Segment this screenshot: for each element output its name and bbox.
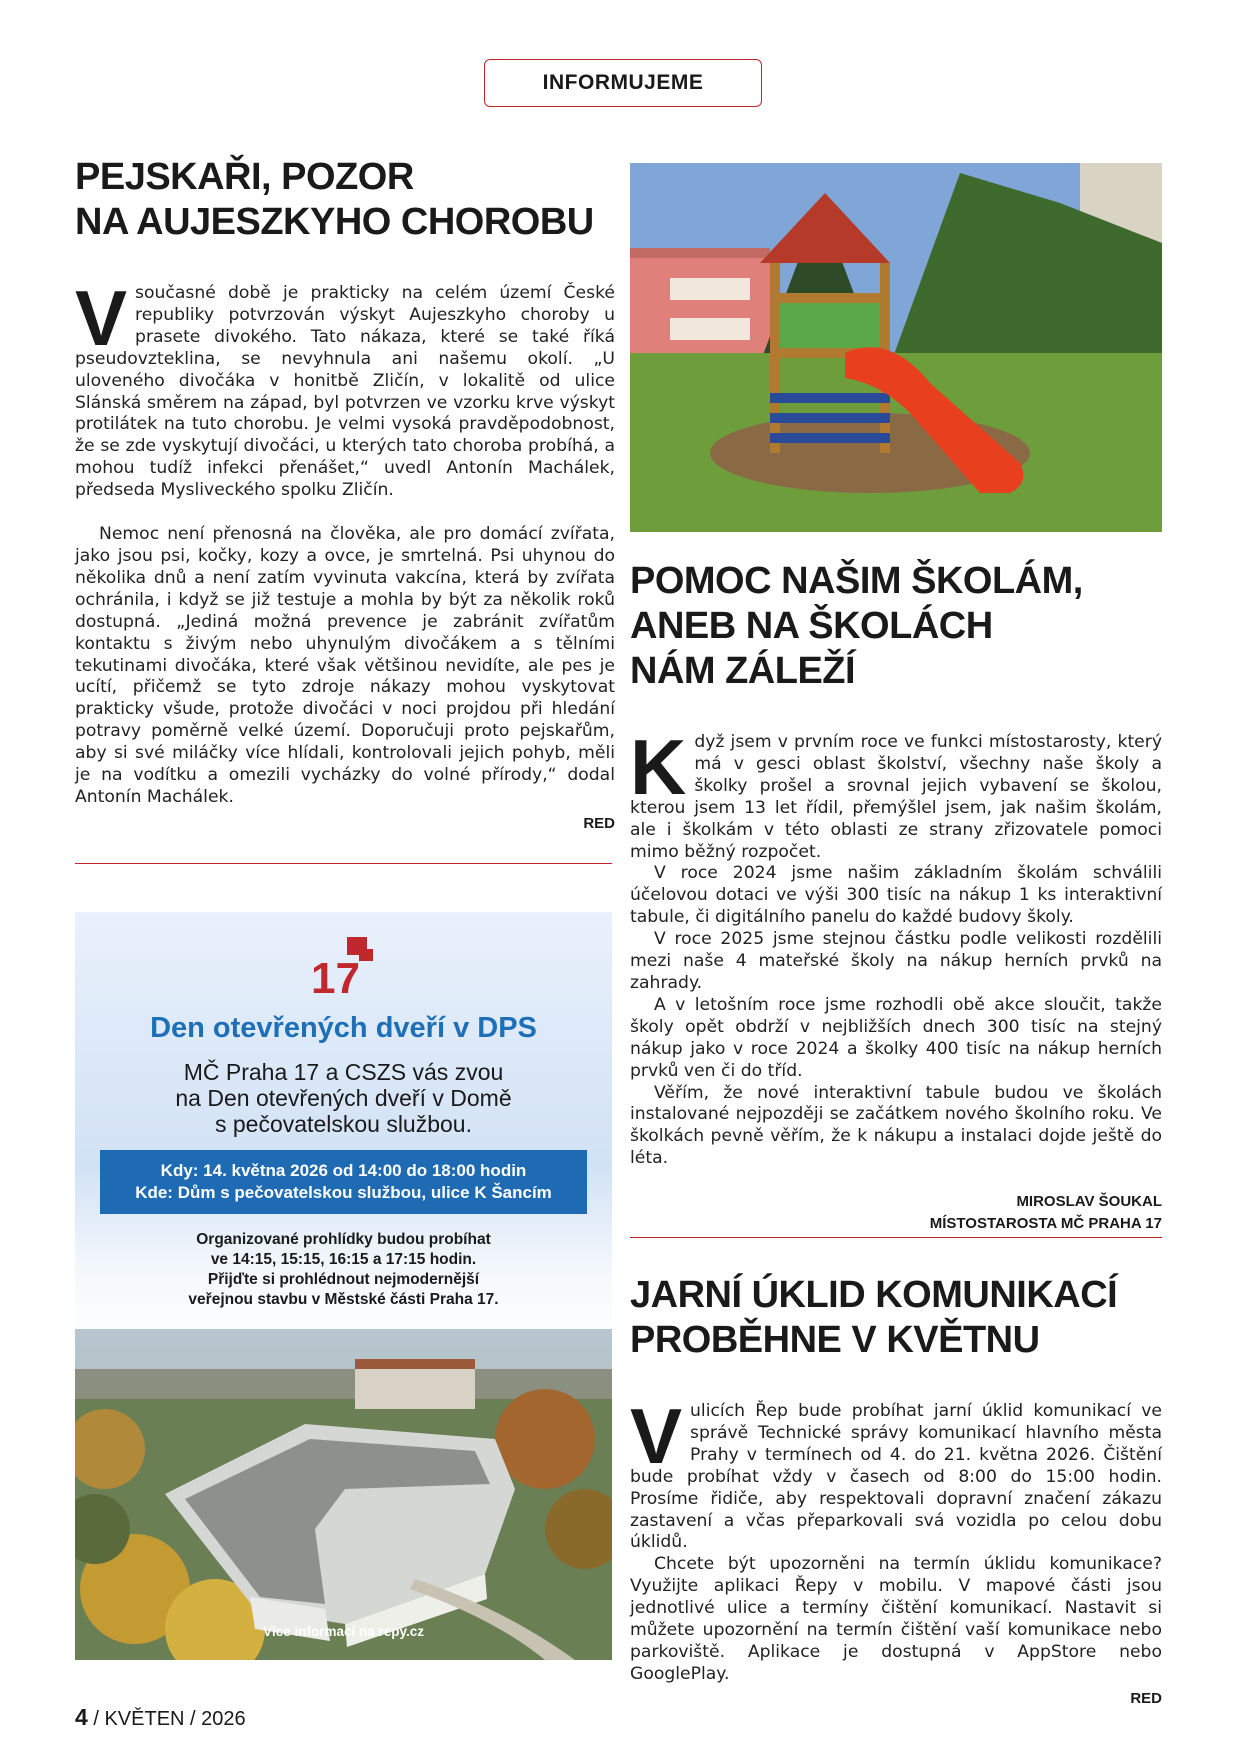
- article-pejskari: [75, 155, 615, 835]
- ad-date-box: Kdy: 14. května 2026 od 14:00 do 18:00 hodin Kde: Dům s pečovatelskou službou, ulice K Šancím: [100, 1150, 587, 1214]
- praha17-logo-icon: [311, 937, 381, 995]
- article-title: POMOC NAŠIM ŠKOLÁM, ANEB NA ŠKOLÁCH NÁM ZÁLEŽÍ: [630, 560, 1083, 692]
- article-body: Když jsem v prvním roce ve funkci místostarosty, který má v gesci oblast školství, všechny naše školy a školky prošel a srovnal jejich vybavení se školou, kterou jsem 13 let řídil, přemýšlel jsem, jak našim školám, ale i školkám v této oblasti ze strany zřizovatele pomoci mimo běžný rozpočet. V roce 2024 jsme našim základním školám schválili účelovou dotaci ve výši 300 tisíc na nákup 1 ks interaktivní tabule, či digitálního panelu do každé budovy školy. V roce 2025 jsme stejnou částku podle velikosti rozdělili mezi naše 4 mateřské školy na nákup herních prvků na zahrady. A v letošním roce jsme rozhodli obě akce sloučit, takže školy opět obdrží v nejbližších dnech 300 tisíc na stejný nákup jako v roce 2024 a školky 400 tisíc na nákup herních prvků ven či do tříd. Věřím, že nové interaktivní tabule budou ve školách instalované nejpozději se začátkem nového školního roku. Ve školkách pevně věřím, že k nákupu a instalaci dojde ještě do léta.: [630, 723, 1162, 1169]
- article-signature: MIROSLAV ŠOUKAL MÍSTOSTAROSTA MČ PRAHA 17: [929, 1193, 1162, 1233]
- article-signature: RED: [583, 814, 615, 832]
- article-body: V ulicích Řep bude probíhat jarní úklid komunikací ve správě Technické správy komunikací hlavního města Prahy v termínech od 4. do 21. května 2026. Čištění bude probíhat vždy v časech od 8:00 do 15:00 hodin. Prosíme řidiče, aby respektovali dopravní značení zákazu zastavení a včas přeparkovali svá vozidla po celou dobu úklidů. Chcete být upozorněni na termín úklidu komunikace? Využijte aplikaci Řepy v mobilu. V mapové části jsou jednotlivé ulice a termíny čištění komunikací. Nastavit si můžete upozornění na termín čištění vaší komunikace nebo parkoviště. Aplikace je dostupná v AppStore nebo GooglePlay.: [630, 1392, 1162, 1684]
- ad-info: Organizované prohlídky budou probíhat ve 14:15, 15:15, 16:15 a 17:15 hodin. Přijďte si prohlédnout nejmodernější veřejnou stavbu v Městské části Praha 17.: [188, 1231, 499, 1308]
- article-signature: RED: [1130, 1689, 1162, 1707]
- open-day-ad: [75, 912, 612, 1660]
- article-skoly: [630, 559, 1162, 1235]
- drop-cap: K: [630, 723, 687, 811]
- divider: [630, 1237, 1162, 1238]
- ad-title: Den otevřených dveří v DPS: [150, 1012, 537, 1044]
- drop-cap: V: [630, 1392, 683, 1480]
- divider: [75, 863, 612, 864]
- issue-label: / KVĚTEN / 2026: [87, 1708, 246, 1730]
- article-uklid: [630, 1273, 1162, 1710]
- drop-cap: V: [75, 274, 128, 362]
- ad-subtitle: MČ Praha 17 a CSZS vás zvou na Den otevřených dveří v Domě s pečovatelskou službou.: [175, 1059, 512, 1137]
- article-title: PEJSKAŘI, POZOR NA AUJESZKYHO CHOROBU: [75, 156, 594, 243]
- page-footer: [75, 1704, 246, 1731]
- section-tag: INFORMUJEME: [484, 59, 762, 107]
- page-number: 4: [75, 1704, 88, 1730]
- article-body: V současné době je prakticky na celém území České republiky potvrzován výskyt Aujeszkyho choroby u prasete divokého. Tato nákaza, které se také říká pseudovzteklina, se nevyhnula ani našemu okolí. „U uloveného divočáka v honitbě Zličín, v lokalitě od ulice Slánská směrem na západ, byl potvrzen ve vzorku krve výskyt protilátek na tuto chorobu. Je velmi vysoká pravděpodobnost, že se zde vyskytují divočáci, u kterých tato choroba probíhá, a mohou tudíž infekci přenášet,“ uvedl Antonín Machálek, předseda Mysliveckého spolku Zličín. Nemoc není přenosná na člověka, ale pro domácí zvířata, jako jsou psi, kočky, kozy a ovce, je smrtelná. Psi uhynou do několika dnů a není zatím vyvinuta vakcína, která by zvířata ochránila, i když se již testuje a mohla by být za několik roků dostupná. „Jediná možná prevence je zabránit zvířatům kontaktu s živým nebo uhynulým divočákem a s tělními tekutinami divočáka, které však většinou nevidíte, ale pes je ucítí, přičemž se tyto zdroje nákazy mohou vyskytovat prakticky všude, protože divočáci v noci projdou při hledání potravy poměrně velké území. Doporučuji proto pejskařům, aby si své miláčky více hlídali, kontrolovali jejich pohyb, měli je na vodítku a omezili vycházky do volné přírody,“ dodal Antonín Machálek.: [75, 274, 615, 807]
- article-title: JARNÍ ÚKLID KOMUNIKACÍ PROBĚHNE V KVĚTNU: [630, 1274, 1118, 1361]
- building-aerial-photo: [75, 1329, 612, 1660]
- svg-text:17: 17: [311, 954, 360, 995]
- playground-photo: [630, 163, 1162, 532]
- ad-footer: Více informací na repy.cz: [262, 1624, 425, 1639]
